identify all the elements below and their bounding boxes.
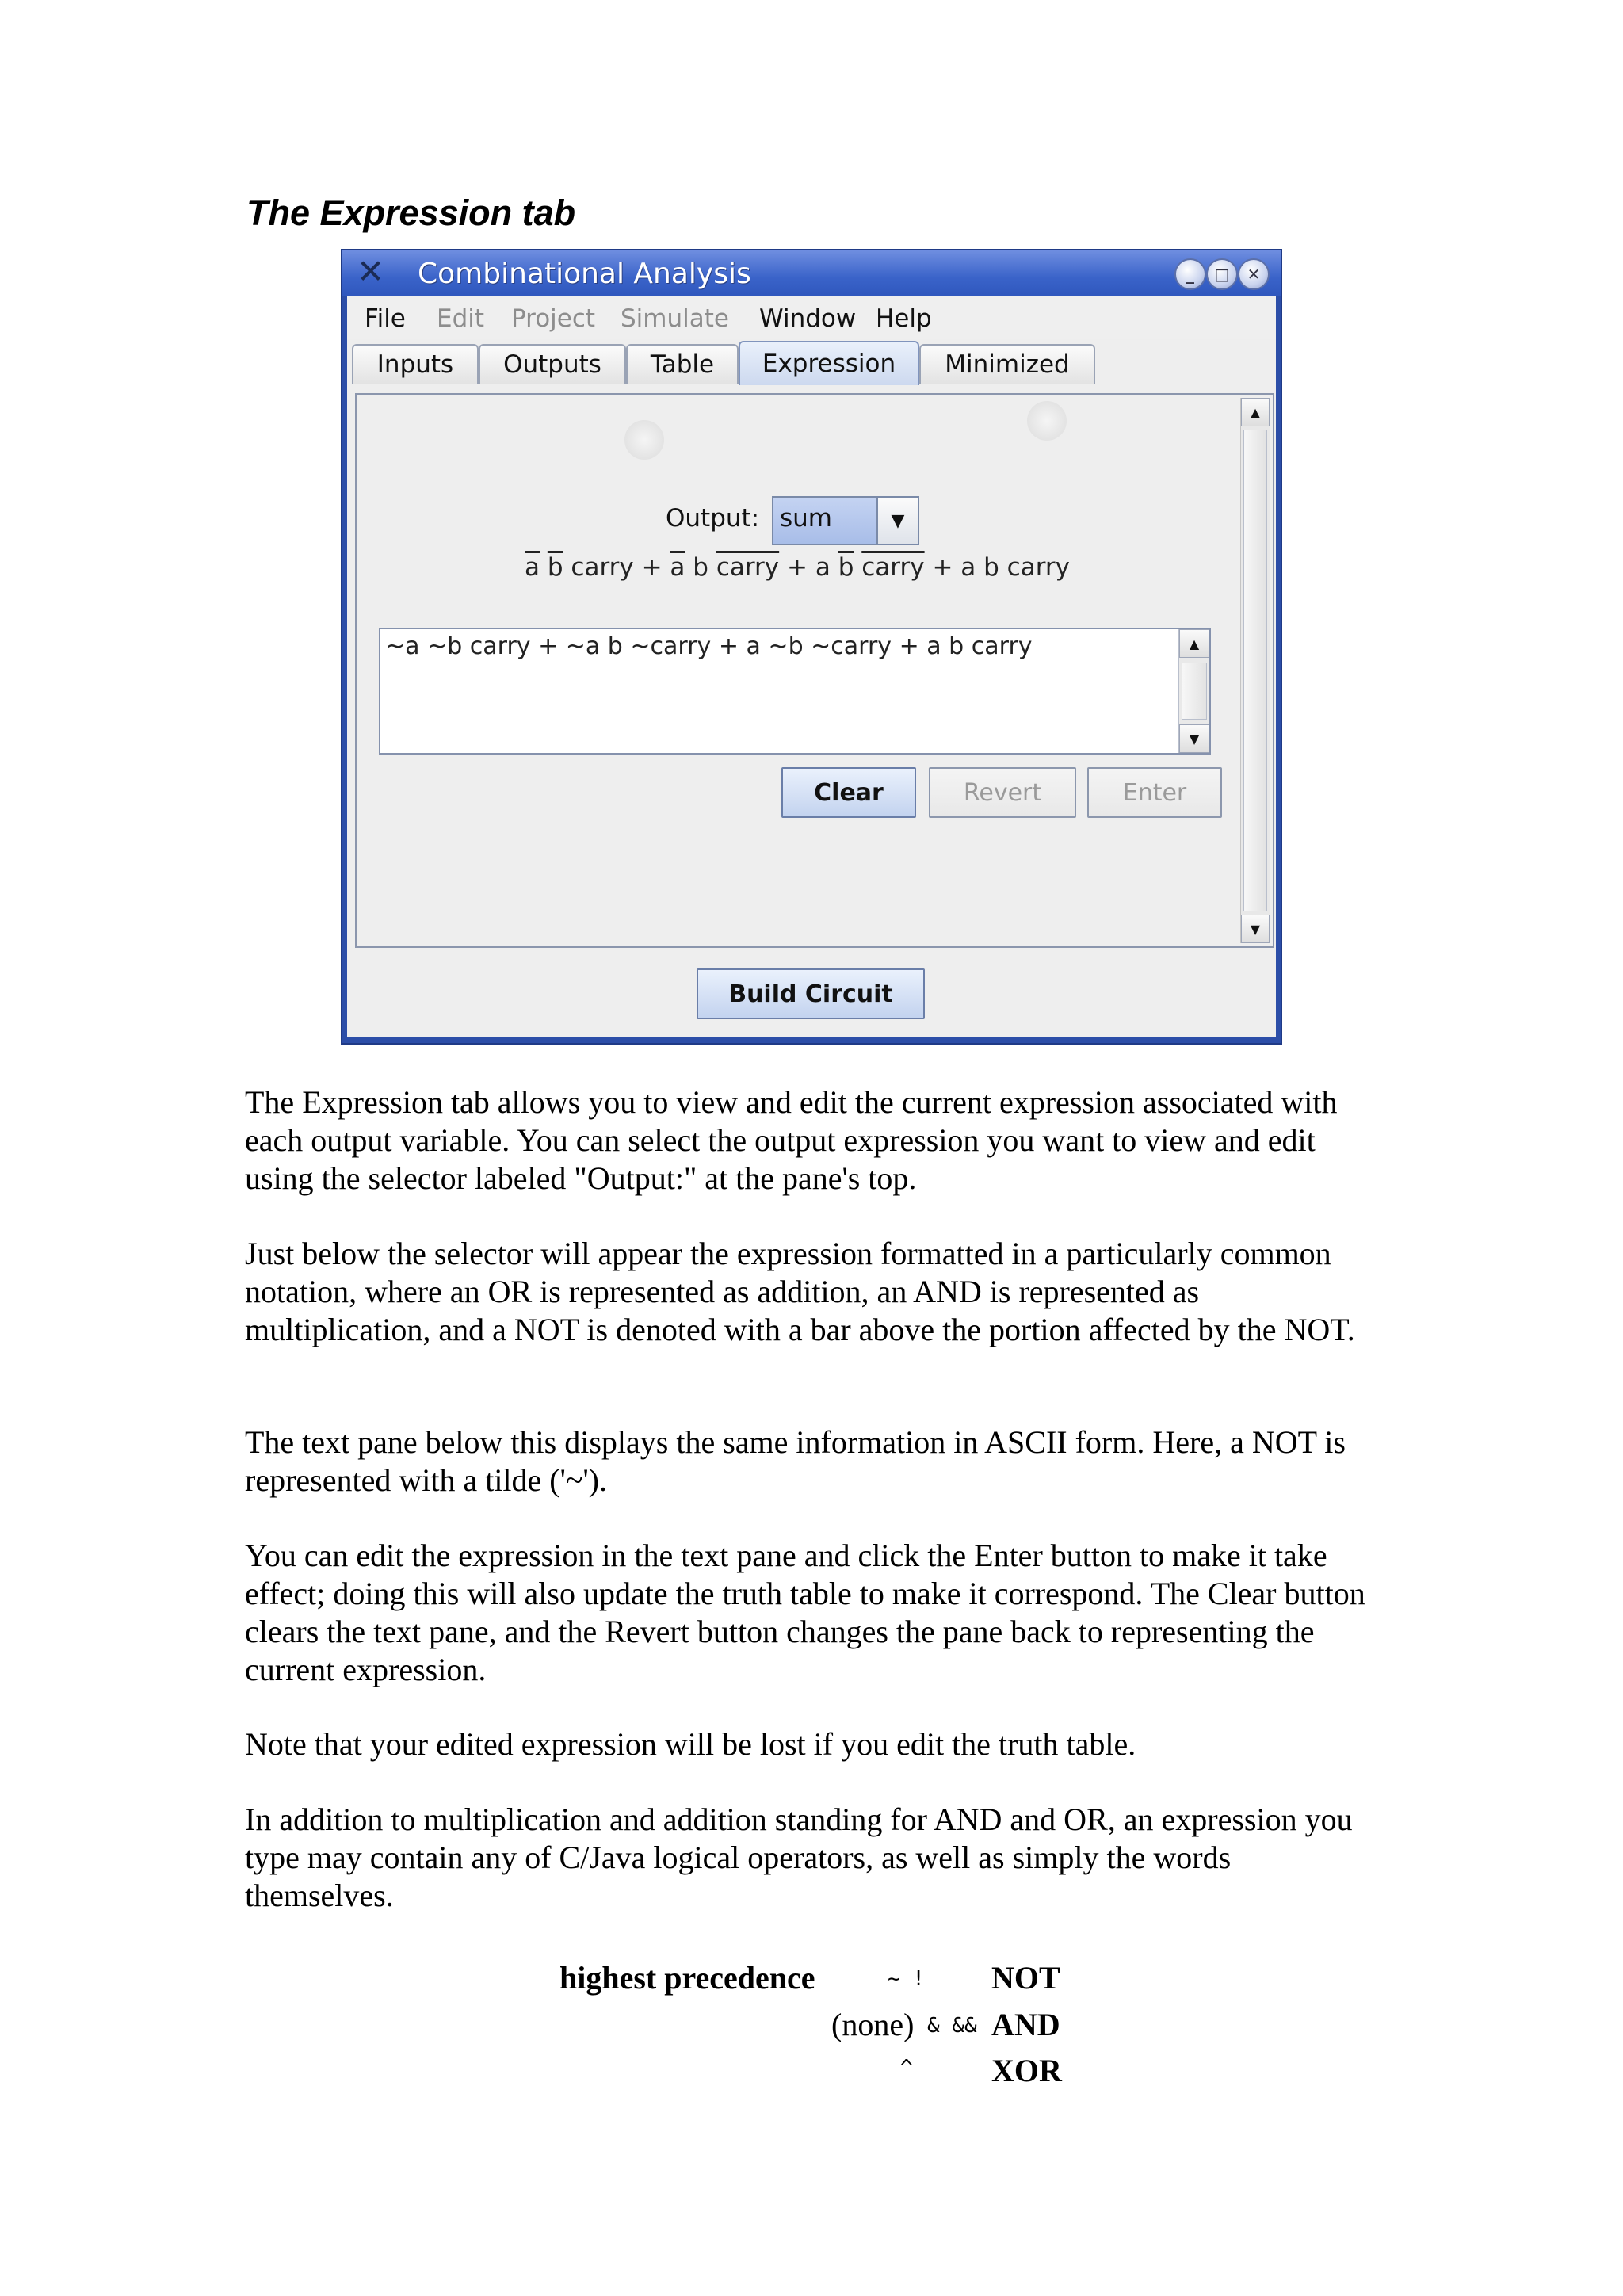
menu-window[interactable]: Window — [759, 304, 857, 333]
close-icon[interactable]: ✕ — [1238, 258, 1270, 290]
precedence-label: highest precedence — [559, 1960, 815, 1996]
output-select-value: sum — [780, 504, 832, 533]
tab-expression[interactable]: Expression — [739, 341, 919, 385]
paragraph-2: Just below the selector will appear the expression formatted in a particularly common notation, where an OR is represented as addition, an AND is represented as multiplication, and a NOT is denoted with a bar above the portion affected by the NOT. — [245, 1236, 1355, 1347]
scroll-thumb[interactable] — [1243, 430, 1267, 911]
expression-text-pane[interactable] — [379, 628, 1211, 755]
panel-scrollbar[interactable] — [1240, 398, 1270, 943]
chevron-down-icon[interactable]: ▼ — [876, 498, 918, 544]
operator-name-xor: XOR — [991, 2053, 1062, 2088]
decorative-circle — [624, 420, 664, 460]
paragraph-1: The Expression tab allows you to view and edit the current expression associated with each output variable. You can select the output expression you want to view and edit using the selector labeled "Output:" at the pane's top. — [245, 1084, 1338, 1196]
operator-and: & && — [927, 2014, 977, 2038]
scroll-down-icon[interactable]: ▼ — [1241, 915, 1270, 943]
scroll-thumb[interactable] — [1182, 663, 1207, 720]
output-label: Output: — [666, 504, 760, 533]
output-select[interactable] — [772, 496, 919, 545]
paragraph-4: You can edit the expression in the text pane and click the Enter button to make it take effect; doing this will also update the truth table to make it correspond. The Clear button clears the text pane, and the Revert button changes the pane back to representing the current expression. — [245, 1538, 1365, 1687]
operator-name-and: AND — [991, 2007, 1060, 2042]
enter-button[interactable]: Enter — [1087, 767, 1222, 818]
minimize-icon[interactable]: _ — [1174, 258, 1206, 290]
tab-strip — [347, 339, 1276, 385]
menu-help[interactable]: Help — [876, 304, 932, 333]
menu-bar — [347, 296, 1276, 339]
page-heading: The Expression tab — [246, 193, 576, 233]
scroll-down-icon[interactable]: ▼ — [1179, 724, 1209, 753]
operator-xor: ^ — [900, 2056, 913, 2080]
menu-file[interactable]: File — [365, 304, 406, 333]
expression-panel — [355, 393, 1274, 948]
operator-name-not: NOT — [991, 1960, 1060, 1996]
paragraph-6: In addition to multiplication and addition standing for AND and OR, an expression you type may contain any of C/Java logical operators, as well as simply the words themselves. — [245, 1801, 1353, 1913]
operator-not: ~ ! — [888, 1967, 925, 1991]
clear-button[interactable]: Clear — [781, 767, 916, 818]
tab-minimized[interactable]: Minimized — [919, 344, 1095, 384]
tab-table[interactable]: Table — [626, 344, 739, 384]
operator-prefix-and: (none) — [831, 2007, 915, 2042]
menu-edit[interactable]: Edit — [437, 304, 485, 333]
revert-button[interactable]: Revert — [929, 767, 1076, 818]
expression-ascii[interactable]: ~a ~b carry + ~a b ~carry + a ~b ~carry + a b carry — [385, 632, 1033, 660]
decorative-circle — [1027, 401, 1067, 441]
build-circuit-button[interactable]: Build Circuit — [697, 968, 925, 1019]
tab-inputs[interactable]: Inputs — [352, 344, 479, 384]
scroll-up-icon[interactable]: ▲ — [1179, 629, 1209, 658]
text-pane-scrollbar[interactable] — [1178, 629, 1209, 753]
menu-simulate[interactable]: Simulate — [621, 304, 729, 333]
paragraph-3: The text pane below this displays the same information in ASCII form. Here, a NOT is represented with a tilde ('~'). — [245, 1424, 1346, 1498]
formatted-expression: $\overline{a}$ $\overline{b}$ carry + $\overline{a}$ b carry + a $\overline{b}$ carry + a b carry — [525, 553, 1070, 582]
menu-project[interactable]: Project — [511, 304, 596, 333]
paragraph-5: Note that your edited expression will be lost if you edit the truth table. — [245, 1726, 1136, 1762]
scroll-up-icon[interactable]: ▲ — [1241, 398, 1270, 426]
tab-outputs[interactable]: Outputs — [479, 344, 626, 384]
app-icon: ✕ — [357, 252, 385, 291]
title-bar[interactable] — [342, 250, 1281, 296]
maximize-icon[interactable]: □ — [1206, 258, 1238, 290]
window-title: Combinational Analysis — [418, 258, 751, 290]
